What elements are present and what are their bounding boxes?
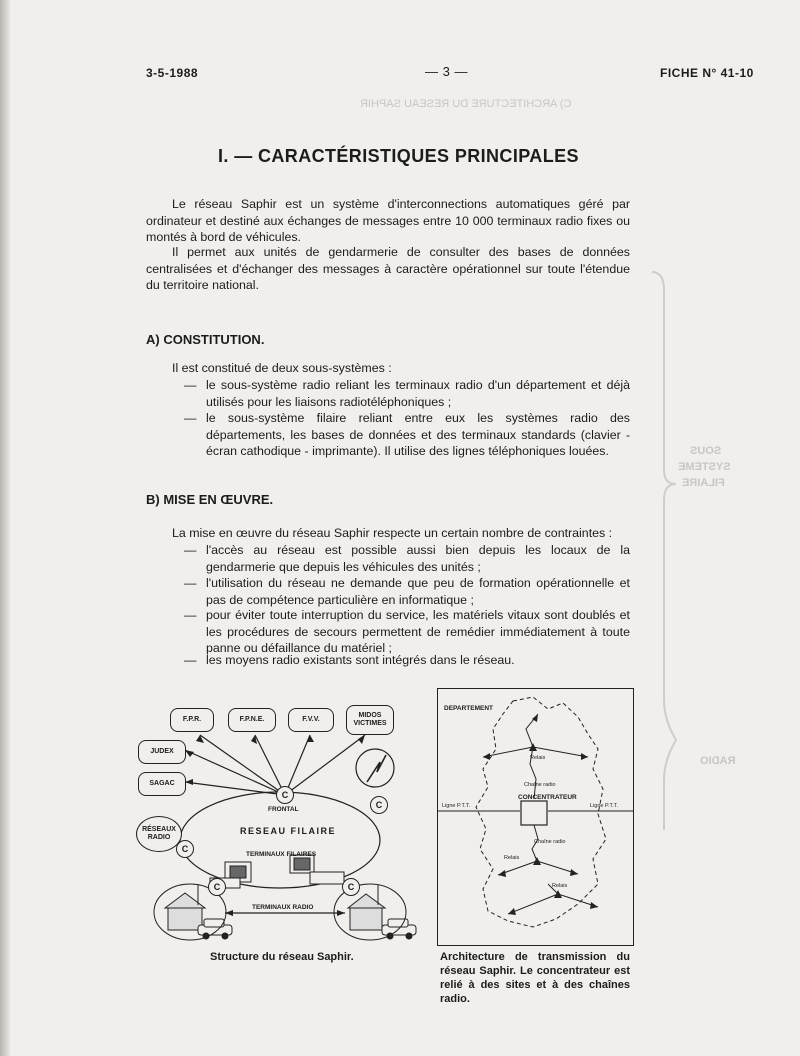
node-sagac: SAGAC [138,772,186,796]
label-chaine-radio-top: Chaîne radio [524,782,556,788]
node-judex: JUDEX [138,740,186,764]
section-b-item [184,542,630,575]
figure-transmission-architecture [437,688,634,946]
show-through-bracket [650,270,680,840]
label-terminaux-radio: TERMINAUX RADIO [252,904,314,911]
section-b-item [184,575,630,608]
dash-bullet: — [184,543,197,557]
concentrator-left: C [176,840,194,858]
show-through-sous: SOUS [690,445,722,457]
node-fpne: F.P.N.E. [228,708,276,732]
intro-paragraph-2: Il permet aux unités de gendarmerie de consulter des bases de données centralisées et d'échanger des messages à caractère opérationnel sur toute l'étendue du territoire national. [146,245,630,292]
dash-bullet: — [184,576,197,590]
label-relais-top: Relais [530,755,546,761]
show-through-radio: RADIO [700,755,736,767]
dash-bullet: — [184,411,197,425]
page-edge-shadow [0,0,10,1056]
section-a-item-text: le sous-système filaire reliant entre eux les systèmes radio des départements, les bases de données et des terminaux standards (clavier - écran cathodique - imprimante). Il utilise des lignes téléphoniques louées. [206,411,630,458]
department-map [438,689,633,945]
label-reseau-filaire: RESEAU FILAIRE [240,826,337,836]
dash-bullet: — [184,378,197,392]
node-reseaux-radio: RÉSEAUX RADIO [136,816,182,852]
header-date: 3-5-1988 [146,66,199,80]
concentrator-right: C [370,796,388,814]
caption-transmission-architecture: Architecture de transmission du réseau Saphir. Le concentrateur est relié à des sites et à des chaînes radio. [440,951,630,1005]
dash-bullet: — [184,653,197,667]
label-ligne-ptt-left: Ligne P.T.T. [442,803,471,809]
section-a-item-text: le sous-système radio reliant les terminaux radio d'un département et déjà utilisés pour les liaisons radiotéléphoniques ; [206,378,630,409]
section-b-item-text: l'utilisation du réseau ne demande que peu de formation opérationnelle et pas de compétence particulière en informatique ; [206,576,630,607]
label-terminaux-filaires: TERMINAUX FILAIRES [246,851,317,858]
concentrator-bottom-right: C [342,878,360,896]
show-through-filaire: FILAIRE [682,477,725,489]
show-through-systeme: SYSTEME [678,461,731,473]
section-b-item-text: pour éviter toute interruption du service, les matériels vitaux sont doublés et les procédures de secours permettent de remédier immédiatement à toute panne ou défaillance du matériel ; [206,608,630,655]
node-fvv: F.V.V. [288,708,334,732]
section-b-item-text: les moyens radio existants sont intégrés dans le réseau. [206,653,515,667]
section-a-item [184,377,630,410]
label-concentrateur: CONCENTRATEUR [518,794,577,801]
dash-bullet: — [184,608,197,622]
section-b-item [184,607,630,657]
section-b-heading: B) MISE EN ŒUVRE. [146,492,274,507]
figure-network-structure [130,700,430,950]
section-a-heading: A) CONSTITUTION. [146,332,265,347]
show-through-heading: C) ARCHITECTURE DU RESEAU SAPHIR [360,98,572,110]
caption-network-structure: Structure du réseau Saphir. [210,951,354,963]
node-midos-victimes: MIDOS VICTIMES [346,705,394,735]
concentrator-frontal: C [276,786,294,804]
header-fiche: FICHE N° 41-10 [660,66,754,80]
label-frontal: FRONTAL [268,806,299,813]
node-fpr: F.P.R. [170,708,214,732]
section-a-lead: Il est constitué de deux sous-systèmes : [172,361,392,375]
main-title: I. — CARACTÉRISTIQUES PRINCIPALES [218,146,579,166]
section-a-item [184,410,630,460]
label-chaine-radio-bottom: Chaîne radio [534,839,566,845]
label-relais-bottom: Relais [552,883,568,889]
label-departement: DEPARTEMENT [444,705,493,712]
section-b-item [184,652,630,669]
concentrator-bottom-left: C [208,878,226,896]
label-ligne-ptt-right: Ligne P.T.T. [590,803,619,809]
section-b-lead: La mise en œuvre du réseau Saphir respecte un certain nombre de contraintes : [172,526,613,540]
section-b-item-text: l'accès au réseau est possible aussi bien depuis les locaux de la gendarmerie que depuis les véhicules des unités ; [206,543,630,574]
header-page-number: — 3 — [425,64,468,79]
intro-paragraph-1: Le réseau Saphir est un système d'interconnections automatiques géré par ordinateur et destiné aux échanges de messages entre 10 000 terminaux radio fixes ou montés à bord de véhicules. [146,197,630,244]
label-relais-middle: Relais [504,855,520,861]
